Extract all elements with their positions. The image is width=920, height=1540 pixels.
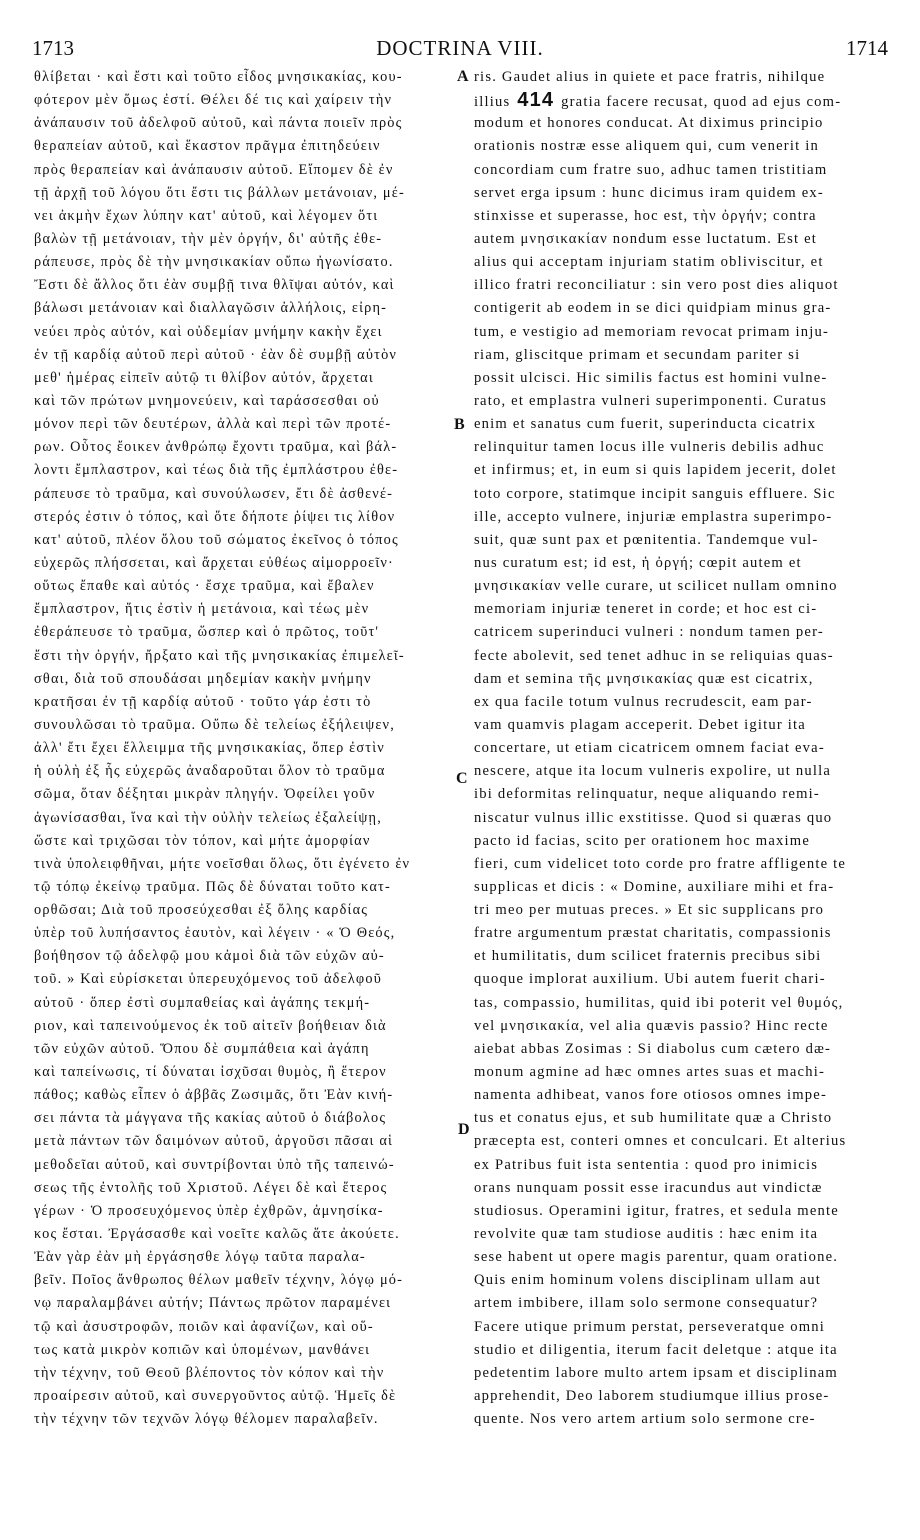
latin-text-line: ille, accepto vulnere, injuriæ emplastra superimpo- <box>474 508 833 525</box>
latin-text-line: quente. Nos vero artem artium solo sermone cre- <box>474 1411 816 1428</box>
left-page-number: 1713 <box>32 36 74 60</box>
latin-text-line: toto corpore, statimque incipit sanguis effluere. Sic <box>474 485 836 502</box>
latin-text-line: fecte abolevit, sed tenet adhuc in se reliquias quas- <box>474 647 834 664</box>
latin-text-line: pacto id facias, scito per orationem hoc maxime <box>474 832 811 849</box>
latin-text-line: Quis enim hominum volens disciplinam ullam aut <box>474 1272 822 1289</box>
greek-column <box>34 66 452 1431</box>
greek-text-line: ορθῶσαι; Διὰ τοῦ προσεύχεσθαι ἐξ ὅλης καρδίας <box>34 902 369 919</box>
running-header <box>32 36 888 66</box>
greek-text-line: νεύει πρὸς αὐτόν, καὶ οὐδεμίαν μνήμην κακὴν ἔχει <box>34 323 383 340</box>
latin-text-line: tri meo per mutuas preces. » Et sic supplicans pro <box>474 902 825 919</box>
latin-text-line: nescere, atque ita locum vulneris expolire, ut nulla <box>474 763 832 780</box>
latin-text-line: μνησικακίαν velle curare, ut scilicet nullam omnino <box>474 578 838 595</box>
greek-text-line: καὶ ταπείνωσις, τί δύναται ἰσχῦσαι θυμὸς, ἢ ἕτερον <box>34 1064 387 1081</box>
latin-text-line: stinxisse et superasse, hoc est, τὴν ὀργήν; contra <box>474 207 817 224</box>
greek-text-line: τῷ καὶ ἀσυστροφῶν, ποιῶν καὶ ἀφανίζων, καὶ οὕ- <box>34 1318 374 1335</box>
latin-text-line: artem imbibere, illam solo sermone consequatur? <box>474 1295 819 1312</box>
section-marker-b: B <box>454 416 465 433</box>
latin-text-line: riam, gliscitque primam et secundam pariter si <box>474 346 801 363</box>
greek-text-line: αὐτοῦ · ὅπερ ἐστὶ συμπαθείας καὶ ἀγάπης τεκμή- <box>34 994 371 1011</box>
greek-text-line: ἡ οὐλὴ ἐξ ἧς εὐχερῶς ἀναδαροῦται ὅλον τὸ τραῦμα <box>34 763 386 780</box>
latin-text-line: nus curatum est; id est, ἡ ὀργή; cœpit autem et <box>474 554 802 571</box>
greek-text-line: προαίρεσιν αὐτοῦ, καὶ συνεργοῦντος αὐτῷ. Ἡμεῖς δὲ <box>34 1388 397 1405</box>
inline-page-number: 414 <box>517 89 555 112</box>
section-marker-c: C <box>456 770 468 787</box>
greek-text-line: πρὸς θεραπείαν καὶ ἀνάπαυσιν αὐτοῦ. Εἴπομεν δὲ ἐν <box>34 161 394 178</box>
greek-text-line: τως κατὰ μικρὸν κοπιῶν καὶ ὑπομένων, μανθάνει <box>34 1341 371 1358</box>
latin-text-line: Facere utique primum perstat, perseveratque omni <box>474 1318 825 1335</box>
greek-text-line: σει πάντα τὰ μάγγανα τῆς κακίας αὐτοῦ ὁ διάβολος <box>34 1110 387 1127</box>
greek-text-line: θεραπείαν αὐτοῦ, καὶ ἕκαστον πρᾶγμα ἐπιτηδεύειν <box>34 138 381 155</box>
latin-text-line: supplicas et dicis : « Domine, auxiliare mihi et fra- <box>474 878 835 895</box>
greek-text-line: ἀνάπαυσιν τοῦ ἀδελφοῦ αὐτοῦ, καὶ πάντα ποιεῖν πρὸς <box>34 115 403 132</box>
latin-text-line: illico fratri reconciliatur : sin vero post dies aliquot <box>474 277 839 294</box>
latin-text-line: vam quamvis plagam acceperit. Debet igitur ita <box>474 716 806 733</box>
greek-text-line: τῷ τόπῳ ἐκείνῳ τραῦμα. Πῶς δὲ δύναται τοῦτο κατ- <box>34 878 391 895</box>
latin-text-line: namenta adhibeat, vanos fore otiosos omnes impe- <box>474 1087 828 1104</box>
latin-text-line: vel μνησικακία, vel alia quævis passio? Hinc recte <box>474 1017 829 1034</box>
greek-text-line: καὶ τῶν πρώτων μνημονεύειν, καὶ ταράσσεσθαι οὐ <box>34 392 380 409</box>
greek-text-line: φότερον μὲν ὅμως ἐστί. Θέλει δέ τις καὶ χαίρειν τὴν <box>34 92 393 109</box>
greek-text-line: τὴν τέχνην τῶν τεχνῶν λόγῳ θέλομεν παραλαβεῖν. <box>34 1411 379 1428</box>
latin-column <box>474 66 888 1431</box>
latin-text-line: memoriam injuriæ teneret in corde; et hoc est ci- <box>474 601 818 618</box>
greek-text-line: ὥστε καὶ τριχῶσαι τὸν τόπον, καὶ μήτε ἀμορφίαν <box>34 832 371 849</box>
greek-text-line: νει ἀκμὴν ἔχων λύπην κατ' αὐτοῦ, καὶ λέγομεν ὅτι <box>34 207 379 224</box>
section-marker-d: D <box>458 1121 470 1138</box>
latin-text-line: alius qui acceptam injuriam statim obliviscitur, et <box>474 254 824 271</box>
latin-text-line: niscatur vulnus illic exstitisse. Quod si quæras quo <box>474 809 833 826</box>
greek-text-line: κρατῆσαι ἐν τῇ καρδίᾳ αὐτοῦ · τοῦτο γάρ ἐστι τὸ <box>34 693 372 710</box>
greek-text-line: γέρων · Ὁ προσευχόμενος ὑπὲρ ἐχθρῶν, ἀμνησίκα- <box>34 1202 384 1219</box>
latin-text-line: fieri, cum videlicet toto corde pro fratre affligente te <box>474 855 847 872</box>
greek-text-line: ἔμπλαστρον, ἥτις ἐστὶν ἡ μετάνοια, καὶ τέως μὲν <box>34 601 370 618</box>
latin-text-line: et infirmus; et, in eum si quis lapidem jecerit, dolet <box>474 462 837 479</box>
latin-text-line: suit, quæ sunt pax et pœnitentia. Tandemque vul- <box>474 531 819 548</box>
greek-text-line: Ἐὰν γὰρ ἐὰν μὴ ἐργάσησθε λόγῳ ταῦτα παραλα- <box>34 1249 366 1266</box>
greek-text-line: Ἔστι δὲ ἄλλος ὅτι ἐὰν συμβῇ τινα θλῖψαι αὐτόν, καὶ <box>34 277 395 294</box>
greek-text-line: στερός ἐστιν ὁ τόπος, καὶ ὅτε δήποτε ῥίψει τις λίθον <box>34 508 396 525</box>
latin-text-line: rato, et emplastra vulneri superimponenti. Curatus <box>474 392 828 409</box>
greek-text-line: εὐχερῶς πλήσσεται, καὶ ἄρχεται εὐθέως αἱμορροεῖν· <box>34 554 395 571</box>
greek-text-line: ἔστι τὴν ὀργήν, ἤρξατο καὶ τῆς μνησικακίας ἐπιμελεῖ- <box>34 647 405 664</box>
latin-text-line: orans nunquam possit esse iracundus aut vindictæ <box>474 1179 823 1196</box>
latin-text-line: ris. Gaudet alius in quiete et pace fratris, nihilque <box>474 69 826 85</box>
greek-text-line: κος ἔσται. Ἐργάσασθε καὶ νοεῖτε καλῶς ἅτε ἀκούετε. <box>34 1226 400 1243</box>
greek-text-line: λοντι ἔμπλαστρον, καὶ τέως διὰ τῆς ἐμπλάστρου ἐθε- <box>34 462 399 479</box>
greek-text-line: βοήθησον τῷ ἀδελφῷ μου κἀμοὶ διὰ τῶν εὐχῶν αὐ- <box>34 948 385 965</box>
greek-text-line: μετὰ πάντων τῶν δαιμόνων αὐτοῦ, ἀργοῦσι πᾶσαι αἱ <box>34 1133 394 1150</box>
latin-text-line: enim et sanatus cum fuerit, superinducta cicatrix <box>474 416 817 433</box>
greek-text-line: ἀλλ' ἔτι ἔχει ἔλλειμμα τῆς μνησικακίας, ὅπερ ἐστὶν <box>34 740 385 757</box>
latin-text-line: ex Patribus fuit ista sententia : quod pro inimicis <box>474 1156 819 1173</box>
latin-text-line: servet erga ipsum : hunc dicimus iram quidem ex- <box>474 184 824 201</box>
greek-text-line: τῶν εὐχῶν αὐτοῦ. Ὅπου δὲ συμπάθεια καὶ ἀγάπη <box>34 1040 370 1057</box>
greek-text-line: μεθ' ἡμέρας εἰπεῖν αὐτῷ τι θλίβον αὐτόν, ἄρχεται <box>34 369 374 386</box>
latin-text-line: aiebat abbas Zosimas : Si diabolus cum cætero dæ- <box>474 1040 832 1057</box>
greek-text-line: μεθοδεῖαι αὐτοῦ, καὶ συντρίβονται ὑπὸ τῆς ταπεινώ- <box>34 1156 395 1173</box>
greek-text-line: σῶμα, ὅταν δέξηται μικρὰν πληγήν. Ὀφείλει γοῦν <box>34 786 376 803</box>
greek-text-line: ρων. Οὗτος ἔοικεν ἀνθρώπῳ ἔχοντι τραῦμα, καὶ βάλ- <box>34 439 398 456</box>
greek-text-line: συνουλῶσαι τὸ τραῦμα. Οὔπω δὲ τελείως ἐξήλειψεν, <box>34 716 395 733</box>
latin-text-line: dam et semina τῆς μνησικακίας quæ est cicatrix, <box>474 670 814 687</box>
greek-text-line: σθαι, διὰ τοῦ σπουδάσαι μηδεμίαν κακὴν μνήμην <box>34 670 372 687</box>
latin-text-line: concertare, ut etiam cicatricem omnem faciat eva- <box>474 740 825 757</box>
latin-text-line: illius 414 gratia facere recusat, quod ad ejus com- <box>474 89 842 112</box>
latin-text-line: tas, compassio, humilitas, quid ibi poterit vel θυμός, <box>474 994 844 1011</box>
latin-text-line: modum et honores conducat. At diximus principio <box>474 115 824 132</box>
latin-text-line: sese habent ut opere magis parentur, quam oratione. <box>474 1249 839 1266</box>
latin-text-line: fratre argumentum præstat charitatis, compassionis <box>474 925 832 942</box>
latin-text-line: contigerit ab eodem in se dici quidpiam minus gra- <box>474 300 832 317</box>
greek-text-line: σεως τῆς ἐντολῆς τοῦ Χριστοῦ. Λέγει δὲ καὶ ἕτερος <box>34 1179 388 1196</box>
greek-text-line: νῳ παραλαμβάνει αὐτήν; Πάντως πρῶτον παραμένει <box>34 1295 392 1312</box>
greek-text-line: ριον, καὶ ταπεινούμενος ἐκ τοῦ αἰτεῖν βοήθειαν διὰ <box>34 1017 387 1034</box>
greek-text-line: ράπευσε τὸ τραῦμα, καὶ συνούλωσεν, ἔτι δὲ ἀσθενέ- <box>34 485 394 502</box>
greek-text-line: βάλωσι μετάνοιαν καὶ διαλλαγῶσιν ἀλλήλοις, εἰρη- <box>34 300 388 317</box>
latin-text-line: concordiam cum fratre suo, adhuc tamen tristitiam <box>474 161 828 178</box>
latin-text-line: apprehendit, Deo laborem studiumque illius prose- <box>474 1388 830 1405</box>
greek-text-line: τινὰ ὑπολειφθῆναι, μήτε νοεῖσθαι ὅλως, ὅτι ἐγένετο ἐν <box>34 855 411 872</box>
latin-text-line: revolvite quæ tam studiose auditis : hæc enim ita <box>474 1226 819 1243</box>
greek-text-line: ἐθεράπευσε τὸ τραῦμα, ὥσπερ καὶ ὁ πρῶτος, τοῦτ' <box>34 624 380 641</box>
latin-text-line: quoque implorat auxilium. Ubi autem fuerit chari- <box>474 971 826 988</box>
greek-text-line: κατ' αὐτοῦ, πλέον ὅλου τοῦ σώματος ἐκεῖνος ὁ τόπος <box>34 531 399 548</box>
latin-text-line: possit ulcisci. Hic similis factus est homini vulne- <box>474 369 828 386</box>
latin-text-line: autem μνησικακίαν nondum esse luctatum. Est et <box>474 230 818 247</box>
latin-text-line: pedetentim labore multo artem ipsam et disciplinam <box>474 1364 838 1381</box>
greek-text-line: τῇ ἀρχῇ τοῦ λόγου ὅτι ἔστι τις βάλλων μετάνοιαν, μέ- <box>34 184 405 201</box>
greek-text-line: οὕτως ἔπαθε καὶ αὐτός · ἔσχε τραῦμα, καὶ ἔβαλεν <box>34 578 375 595</box>
right-page-number: 1714 <box>846 36 888 60</box>
greek-text-line: πάθος; καθὼς εἶπεν ὁ ἀββᾶς Ζωσιμᾶς, ὅτι Ἐὰν κινή- <box>34 1087 394 1104</box>
greek-text-line: βαλὼν τῇ μετάνοιαν, τὴν μὲν ὀργήν, δι' αὐτῆς ἐθε- <box>34 230 383 247</box>
latin-text-line: orationis nostræ esse aliquem qui, cum venerit in <box>474 138 819 155</box>
latin-text-line: studio et diligentia, iterum facit deletque : atque ita <box>474 1341 838 1358</box>
latin-text-line: et humilitatis, dum scilicet fraternis precibus sibi <box>474 948 822 965</box>
greek-text-line: μόνον περὶ τῶν δευτέρων, ἀλλὰ καὶ περὶ τῶν προτέ- <box>34 416 392 433</box>
latin-text-line: ibi deformitas relinquatur, neque aliquando remi- <box>474 786 820 803</box>
latin-text-line: relinquitur tamen locus ille vulneris debilis adhuc <box>474 439 825 456</box>
greek-text-line: ἀγωνίσασθαι, ἵνα καὶ τὴν οὐλὴν τελείως ἐξαλείψῃ, <box>34 809 382 826</box>
greek-text-line: ὑπὲρ τοῦ λυπήσαντος ἑαυτὸν, καὶ λέγειν · « Ὁ Θεός, <box>34 925 396 942</box>
latin-text-line: ex qua facile totum vulnus recrudescit, eam par- <box>474 693 813 710</box>
running-title: DOCTRINA VIII. <box>376 36 544 60</box>
latin-text-line: tum, e vestigio ad memoriam revocat primam inju- <box>474 323 830 340</box>
greek-text-line: ράπευσε, πρὸς δὲ τὴν μνησικακίαν οὔπω ἠγωνίσατο. <box>34 254 394 271</box>
latin-text-line: monum agmine ad hæc omnes artes suas et machi- <box>474 1064 826 1081</box>
latin-text-line: catricem superinduci vulneri : nondum tamen per- <box>474 624 824 641</box>
greek-text-line: βεῖν. Ποῖος ἄνθρωπος θέλων μαθεῖν τέχνην, λόγῳ μό- <box>34 1272 404 1289</box>
section-marker-a: A <box>457 68 469 85</box>
latin-text-line: studiosus. Operamini igitur, fratres, et sedula mente <box>474 1202 839 1219</box>
greek-text-line: θλίβεται · καὶ ἔστι καὶ τοῦτο εἶδος μνησικακίας, κου- <box>34 69 403 85</box>
greek-text-line: τοῦ. » Καὶ εὑρίσκεται ὑπερευχόμενος τοῦ ἀδελφοῦ <box>34 971 382 988</box>
latin-text-line: præcepta est, conteri omnes et conculcari. Et alterius <box>474 1133 847 1150</box>
greek-text-line: ἐν τῇ καρδίᾳ αὐτοῦ περὶ αὐτοῦ · ἐὰν δὲ συμβῇ αὐτὸν <box>34 346 398 363</box>
greek-text-line: τὴν τέχνην, τοῦ Θεοῦ βλέποντος τὸν κόπον καὶ τὴν <box>34 1364 385 1381</box>
latin-text-line: tus et conatus ejus, et sub humilitate quæ a Christo <box>474 1110 833 1127</box>
